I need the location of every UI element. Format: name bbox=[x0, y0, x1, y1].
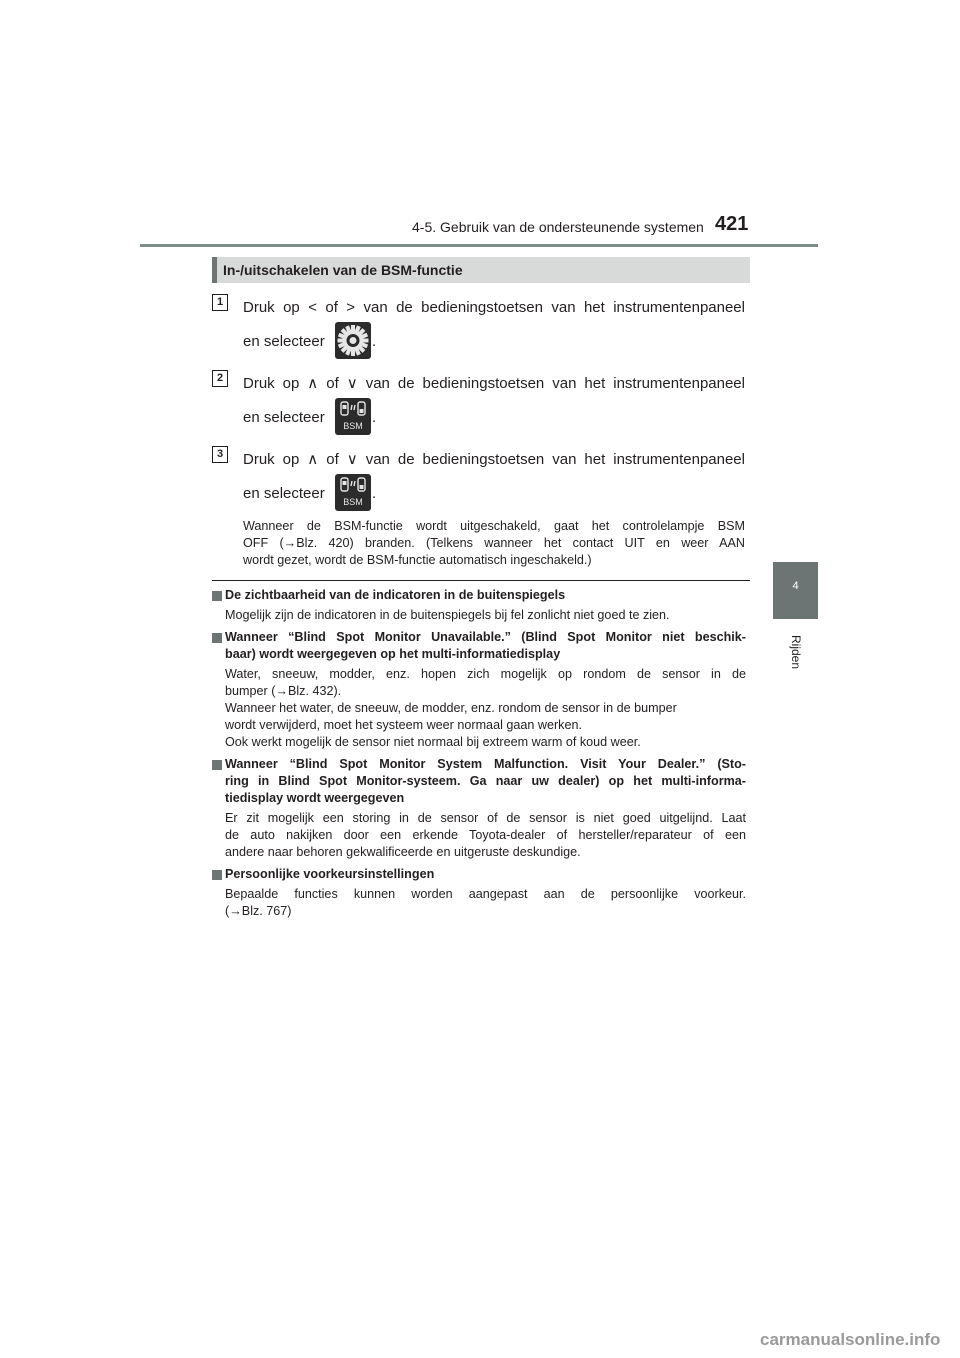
info-body-unavailable: Water, sneeuw, modder, enz. hopen zich mogelijk op rondom de sensor in de bumper (→Blz. 432). Wanneer het water, de sneeuw, de modder, enz. rondom de sensor in de bumper wordt verwijderd, moet het systeem weer normaal gaan werken. Ook werkt mogelijk de sensor niet normaal bij extreem warm of koud weer. bbox=[225, 667, 746, 749]
bsm-icon bbox=[335, 398, 371, 435]
step-2-select-text: en selecteer bbox=[243, 409, 325, 426]
step-2-text: Druk op ∧ of ∨ van de bedieningstoetsen van het instrumentenpaneel bbox=[243, 375, 745, 392]
step-3-period: . bbox=[372, 485, 377, 502]
running-header-section: 4-5. Gebruik van de ondersteunende systemen bbox=[412, 219, 704, 235]
section-divider bbox=[212, 580, 750, 581]
step-2-period: . bbox=[372, 409, 377, 426]
step-number-1: 1 bbox=[212, 294, 228, 311]
info-body-malfunction: Er zit mogelijk een storing in de sensor of de sensor is niet goed uitgelijnd. Laat de auto nakijken door een erkende Toyota-dealer of hersteller/reparateur of een andere naar behoren gekwalificeerde en uitgeruste deskundige. bbox=[225, 811, 746, 859]
step-1-period: . bbox=[372, 333, 377, 350]
step-1-select-text: en selecteer bbox=[243, 333, 325, 350]
bullet-square bbox=[212, 633, 222, 643]
step-note: Wanneer de BSM-functie wordt uitgeschakeld, gaat het controlelampje BSM OFF (→Blz. 420) branden. (Telkens wanneer het contact UIT en weer AAN wordt gezet, wordt de BSM-functie automatisch ingeschakeld.) bbox=[243, 519, 745, 567]
chapter-tab-number: 4 bbox=[792, 580, 799, 592]
info-heading-preferences: Persoonlijke voorkeursinstellingen bbox=[225, 867, 435, 881]
info-heading-visibility: De zichtbaarheid van de indicatoren in de buitenspiegels bbox=[225, 588, 566, 602]
chapter-tab-label: Rijden bbox=[789, 634, 803, 670]
bullet-square bbox=[212, 591, 222, 601]
svg-text:BSM: BSM bbox=[343, 497, 363, 507]
watermark: carmanualsonline.info bbox=[760, 1330, 941, 1349]
step-3-select-text: en selecteer bbox=[243, 485, 325, 502]
svg-text:BSM: BSM bbox=[343, 421, 363, 431]
step-number-3: 3 bbox=[212, 446, 228, 463]
gear-settings-icon bbox=[335, 322, 371, 359]
info-body-visibility: Mogelijk zijn de indicatoren in de buitenspiegels bij fel zonlicht niet goed te zien. bbox=[225, 608, 670, 622]
step-3-text: Druk op ∧ of ∨ van de bedieningstoetsen van het instrumentenpaneel bbox=[243, 451, 745, 468]
info-body-preferences: Bepaalde functies kunnen worden aangepast aan de persoonlijke voorkeur. (→Blz. 767) bbox=[225, 887, 746, 918]
bullet-square bbox=[212, 870, 222, 880]
section-title-accent bbox=[212, 257, 217, 283]
info-heading-malfunction: Wanneer “Blind Spot Monitor System Malfunction. Visit Your Dealer.” (Sto- ring in Blind Spot Monitor-systeem. Ga naar uw dealer) op het multi-informa- tiedisplay wordt weergegeven bbox=[225, 757, 746, 805]
info-heading-unavailable: Wanneer “Blind Spot Monitor Unavailable.” (Blind Spot Monitor niet beschik- baar) wordt weergegeven op het multi-informatiedisplay bbox=[225, 630, 746, 661]
header-rule bbox=[140, 244, 818, 247]
page-number: 421 bbox=[715, 213, 749, 235]
bullet-square bbox=[212, 760, 222, 770]
step-1-text: Druk op < of > van de bedieningstoetsen van het instrumentenpaneel bbox=[243, 299, 745, 316]
step-number-2: 2 bbox=[212, 370, 228, 387]
section-title: In-/uitschakelen van de BSM-functie bbox=[223, 262, 463, 278]
bsm-icon bbox=[335, 474, 371, 511]
